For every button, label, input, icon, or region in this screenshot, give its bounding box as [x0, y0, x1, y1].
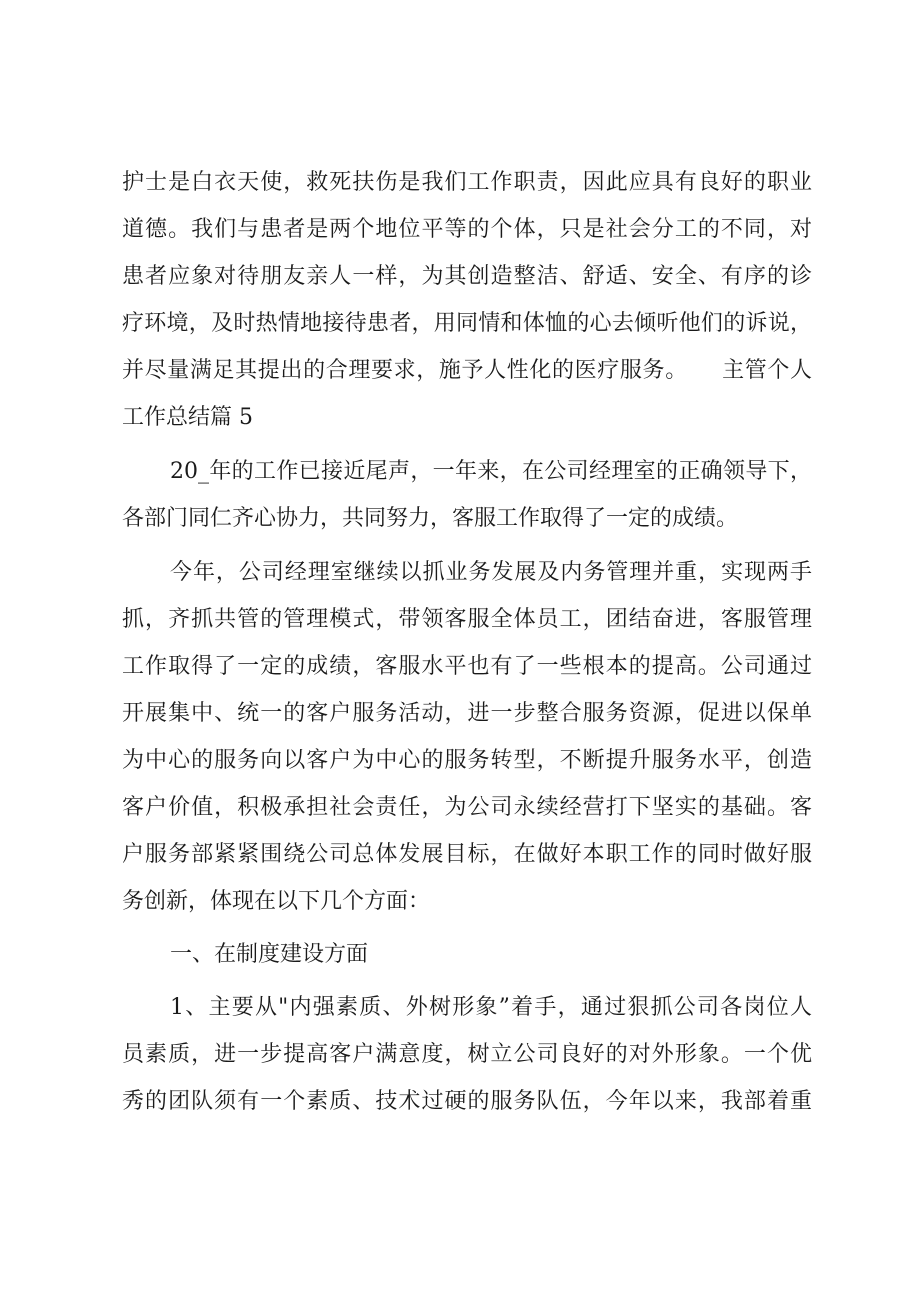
paragraph-3-line-1: 今年，公司经理室继续以抓业务发展及内务管理并重，实现两手 — [170, 560, 812, 585]
paragraph-3-line-3: 工作取得了一定的成绩，客服水平也有了一些根本的提高。公司通过 — [122, 654, 812, 679]
paragraph-3-line-2: 抓，齐抓共管的管理模式，带领客服全体员工，团结奋进，客服管理 — [122, 607, 812, 632]
paragraph-4-line-1: 1、主要从"内强素质、外树形象”着手，通过狠抓公司各岗位人 — [170, 995, 812, 1020]
paragraph-1-line-5: 并尽量满足其提出的合理要求，施予人性化的医疗服务。 主管个人 — [122, 358, 812, 383]
paragraph-3-line-5: 为中心的服务向以客户为中心的服务转型，不断提升服务水平，创造 — [122, 748, 812, 773]
paragraph-4-line-3: 秀的团队须有一个素质、技术过硬的服务队伍，今年以来，我部着重 — [122, 1089, 812, 1114]
paragraph-1-line-2: 道德。我们与患者是两个地位平等的个体，只是社会分工的不同，对 — [122, 217, 812, 242]
paragraph-1-line-1: 护士是白衣天使，救死扶伤是我们工作职责，因此应具有良好的职业 — [122, 170, 812, 195]
section-heading: 一、在制度建设方面 — [170, 942, 369, 967]
paragraph-2-line-1: 20_年的工作已接近尾声，一年来，在公司经理室的正确领导下， — [170, 459, 812, 484]
paragraph-1-line-4: 疗环境，及时热情地接待患者，用同情和体恤的心去倾听他们的诉说， — [122, 311, 812, 336]
paragraph-1-line-3: 患者应象对待朋友亲人一样，为其创造整洁、舒适、安全、有序的诊 — [122, 264, 812, 289]
paragraph-1-line-6: 工作总结篇 5 — [122, 405, 253, 430]
paragraph-3-line-6: 客户价值，积极承担社会责任，为公司永续经营打下坚实的基础。客 — [122, 795, 812, 820]
paragraph-3-line-8: 务创新，体现在以下几个方面： — [122, 889, 431, 914]
paragraph-4-line-2: 员素质，进一步提高客户满意度，树立公司良好的对外形象。一个优 — [122, 1042, 812, 1067]
paragraph-3-line-4: 开展集中、统一的客户服务活动，进一步整合服务资源，促进以保单 — [122, 701, 812, 726]
paragraph-3-line-7: 户服务部紧紧围绕公司总体发展目标，在做好本职工作的同时做好服 — [122, 842, 812, 867]
paragraph-2-line-2: 各部门同仁齐心协力，共同努力，客服工作取得了一定的成绩。 — [122, 506, 739, 531]
